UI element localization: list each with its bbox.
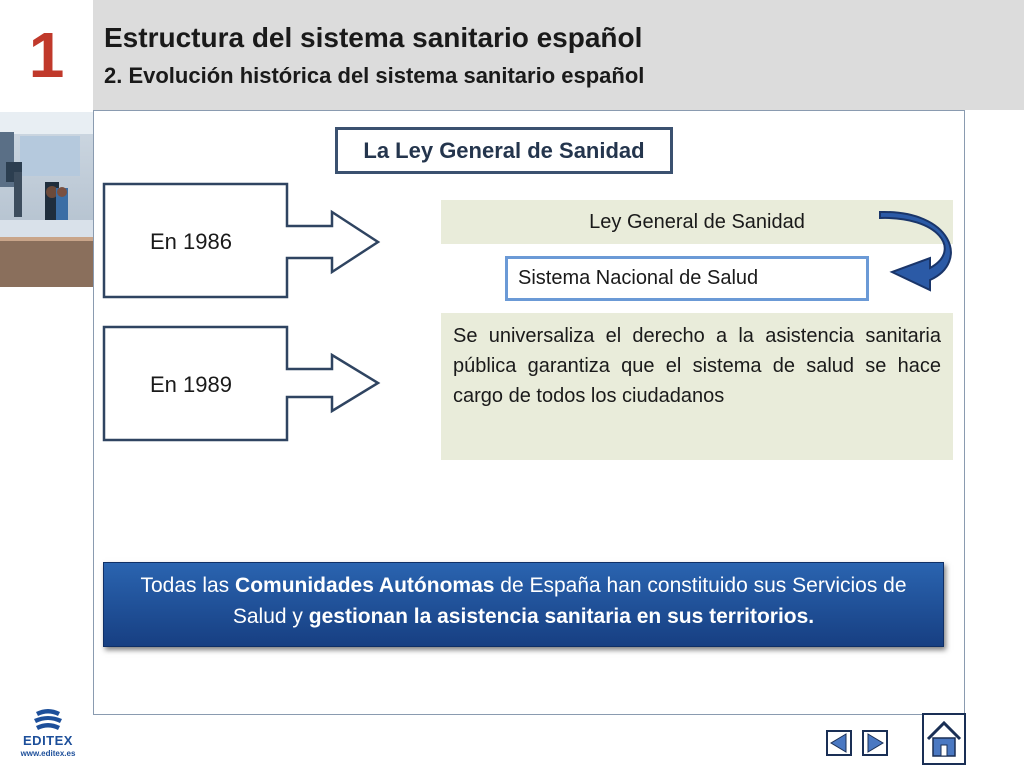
page-subtitle: 2. Evolución histórica del sistema sanitario español bbox=[104, 63, 645, 88]
editex-logo-icon bbox=[14, 706, 82, 734]
page-title: Estructura del sistema sanitario español bbox=[104, 22, 643, 53]
universal-coverage-box: Se universaliza el derecho a la asistencia sanitaria pública garantiza que el sistema de salud se hace cargo de todos los ciudadanos bbox=[441, 313, 953, 460]
curved-arrow-icon bbox=[868, 210, 958, 292]
section-title: La Ley General de Sanidad bbox=[335, 127, 673, 174]
home-button[interactable] bbox=[922, 713, 966, 765]
year-label-1989: En 1989 bbox=[150, 372, 232, 397]
logo-url: www.editex.es bbox=[20, 749, 76, 758]
ccaa-text-2: de España han constituido sus Servicios de Salud y bbox=[232, 574, 907, 628]
autonomous-communities-box bbox=[103, 562, 944, 647]
ccaa-bold-1: Comunidades Autónomas bbox=[235, 574, 495, 597]
chapter-badge bbox=[0, 0, 93, 110]
ccaa-bold-2: gestionan la asistencia sanitaria en sus territorios. bbox=[308, 605, 815, 628]
header-bar bbox=[93, 0, 1024, 110]
editex-logo bbox=[14, 706, 82, 762]
arrow-left-icon bbox=[826, 730, 852, 756]
law-box: Ley General de Sanidad bbox=[441, 200, 953, 244]
ccaa-text-1: Todas las bbox=[140, 574, 236, 597]
year-arrow-1986 bbox=[102, 182, 382, 300]
previous-button[interactable] bbox=[826, 730, 852, 756]
home-icon bbox=[922, 713, 966, 765]
chapter-number: 1 bbox=[28, 19, 65, 91]
arrow-right-icon bbox=[862, 730, 888, 756]
hospital-photo bbox=[0, 112, 93, 287]
next-button[interactable] bbox=[862, 730, 888, 756]
year-label-1986: En 1986 bbox=[150, 229, 232, 254]
health-system-box: Sistema Nacional de Salud bbox=[505, 256, 869, 301]
year-arrow-1989 bbox=[102, 325, 382, 443]
logo-name: EDITEX bbox=[23, 733, 73, 748]
